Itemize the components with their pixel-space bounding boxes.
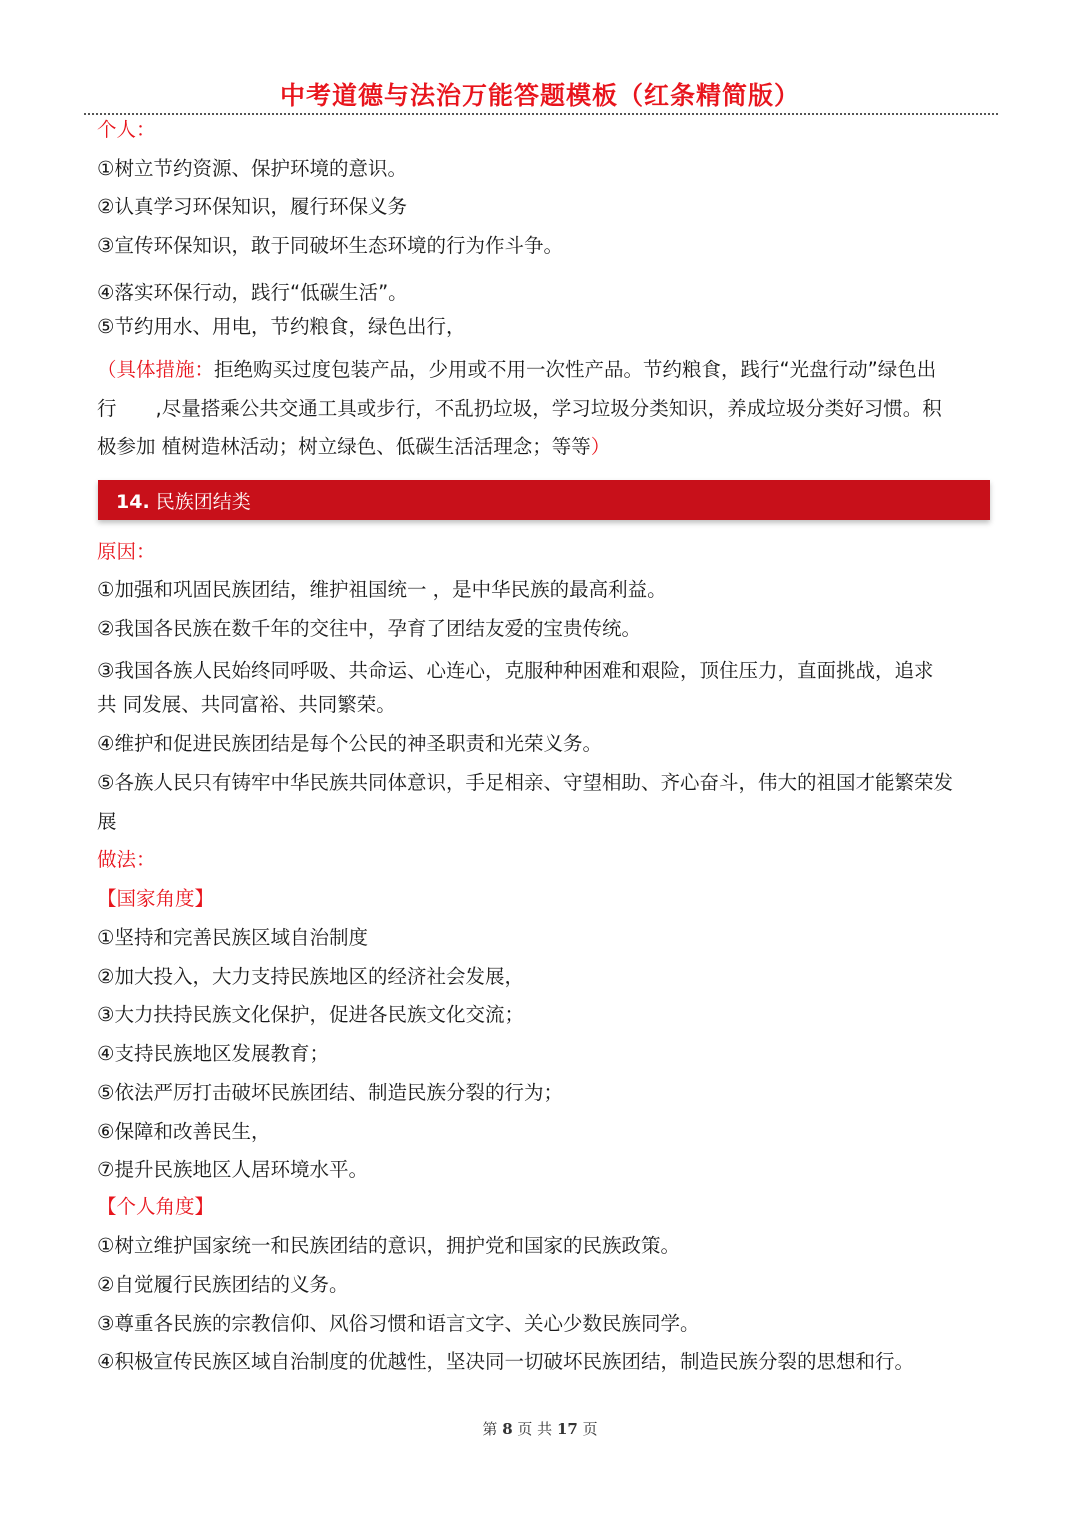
personal-item-2: ②自觉履行民族团结的义务。 [97, 1273, 349, 1296]
state-item-1: ①坚持和完善民族区域自治制度 [97, 926, 368, 949]
reason-item-5-cont: 展 [97, 810, 117, 833]
measures-line-3 [97, 434, 610, 460]
individual-item-4: ④落实环保行动，践行“低碳生活”。 [97, 281, 408, 304]
measures-label: （具体措施： [97, 358, 215, 381]
state-perspective-heading: 【国家角度】 [97, 887, 215, 910]
footer-page-number: 8 [502, 1420, 513, 1438]
footer-suffix: 页 [577, 1420, 598, 1438]
reason-item-3-cont: 共 同发展、共同富裕、共同繁荣。 [97, 693, 396, 716]
header-dotted-divider [84, 113, 998, 115]
measures-text-3: 极参加 植树造林活动；树立绿色、低碳生活活理念；等等 [97, 435, 591, 458]
measures-close: ） [590, 435, 611, 458]
individual-item-2: ②认真学习环保知识，履行环保义务 [97, 195, 407, 218]
personal-perspective-heading: 【个人角度】 [97, 1195, 215, 1218]
page-header-title: 中考道德与法治万能答题模板（红条精简版） [279, 81, 800, 110]
personal-item-4: ④积极宣传民族区域自治制度的优越性，坚决同一切破坏民族团结，制造民族分裂的思想和行。 [97, 1350, 914, 1373]
state-item-6: ⑥保障和改善民生， [97, 1120, 271, 1143]
section-14-heading [116, 487, 251, 514]
state-item-3: ③大力扶持民族文化保护，促进各民族文化交流； [97, 1003, 524, 1026]
personal-item-3: ③尊重各民族的宗教信仰、风俗习惯和语言文字、关心少数民族同学。 [97, 1312, 700, 1335]
state-item-4: ④支持民族地区发展教育； [97, 1042, 329, 1065]
individual-item-5: ⑤节约用水、用电，节约粮食，绿色出行， [97, 315, 466, 338]
footer-total-pages: 17 [556, 1420, 578, 1438]
reason-item-1: ①加强和巩固民族团结，维护祖国统一 ，是中华民族的最高利益。 [97, 578, 667, 601]
measures-line-1 [97, 357, 936, 383]
footer-prefix: 第 [482, 1420, 503, 1438]
page-footer [0, 1418, 1080, 1439]
state-item-2: ②加大投入，大力支持民族地区的经济社会发展， [97, 965, 524, 988]
measures-line-2: 行 ,尽量搭乘公共交通工具或步行，不乱扔垃圾，学习垃圾分类知识，养成垃圾分类好习惯。积 [97, 397, 942, 420]
reason-item-2: ②我国各民族在数千年的交往中，孕育了团结友爱的宝贵传统。 [97, 617, 641, 640]
state-item-7: ⑦提升民族地区人居环境水平。 [97, 1158, 368, 1181]
reason-item-4: ④维护和促进民族团结是每个公民的神圣职责和光荣义务。 [97, 732, 602, 755]
reasons-heading: 原因： [97, 540, 156, 563]
measures-text-1: 拒绝购买过度包装产品，少用或不用一次性产品。节约粮食，践行“光盘行动”绿色出 [214, 358, 937, 381]
section-14-banner [98, 480, 990, 520]
section-14-title: 民族团结类 [155, 491, 251, 513]
individual-item-1: ①树立节约资源、保护环境的意识。 [97, 157, 407, 180]
methods-heading: 做法： [97, 848, 156, 871]
section-14-number: 14. [116, 491, 150, 513]
state-item-5: ⑤依法严厉打击破坏民族团结、制造民族分裂的行为； [97, 1081, 563, 1104]
reason-item-5: ⑤各族人民只有铸牢中华民族共同体意识，手足相亲、守望相助、齐心奋斗，伟大的祖国才能繁荣发 [97, 771, 953, 794]
individual-item-3: ③宣传环保知识，敢于同破坏生态环境的行为作斗争。 [97, 234, 563, 257]
footer-middle: 页 共 [512, 1420, 557, 1438]
individual-heading: 个人： [97, 118, 156, 141]
personal-item-1: ①树立维护国家统一和民族团结的意识，拥护党和国家的民族政策。 [97, 1234, 680, 1257]
reason-item-3: ③我国各族人民始终同呼吸、共命运、心连心，克服种种困难和艰险，顶住压力，直面挑战，追求 [97, 659, 934, 682]
